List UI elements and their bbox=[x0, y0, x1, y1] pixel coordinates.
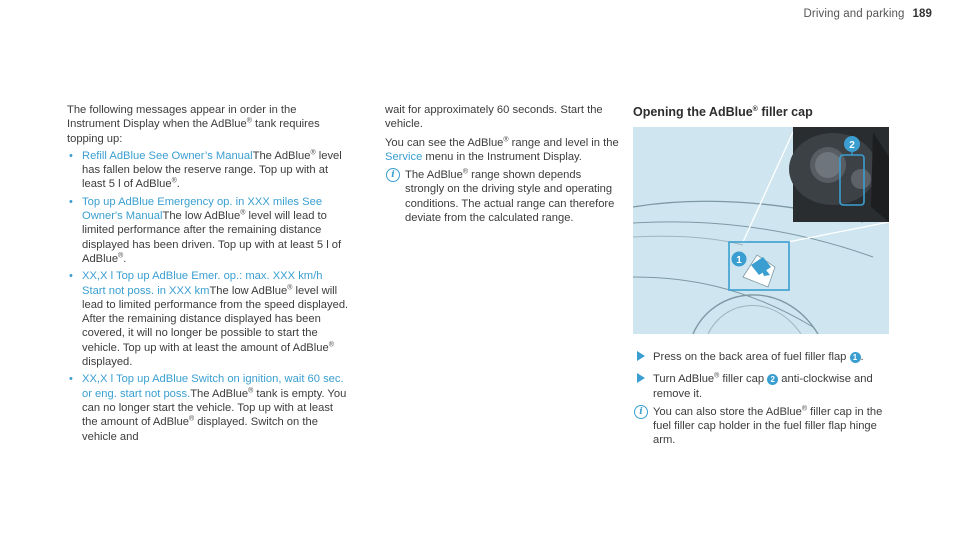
bullet-icon: • bbox=[69, 270, 73, 283]
column-left bbox=[67, 103, 349, 444]
step-arrow-icon bbox=[637, 351, 645, 361]
callout-number-1: 1 bbox=[850, 352, 861, 363]
section-heading: Opening the AdBlue® filler cap bbox=[633, 105, 813, 119]
callout-number-2: 2 bbox=[767, 374, 778, 385]
info-note: i The AdBlue® range shown depends strongly on the driving style and operating conditions. The actual range can therefore deviate from the calculated range. bbox=[385, 168, 623, 225]
display-message: Refill AdBlue See Owner’s Manual bbox=[82, 149, 253, 162]
step-1: Press on the back area of fuel filler flap 1 . bbox=[633, 350, 889, 364]
list-item: • XX,X l Top up AdBlue Switch on ignition, wait 60 sec. or eng. start not poss.The AdBlue® tank is empty. You can no longer start the vehicle. Top up with at least the amount of AdBlue® displayed. Switch on the vehicle and bbox=[69, 373, 347, 443]
bullet-icon: • bbox=[69, 149, 73, 162]
list-item: • XX,X l Top up AdBlue Emer. op.: max. XXX km/h Start not poss. in XXX kmThe low AdBlue® level will lead to limited performance from the speed displayed. After the remaining distance displayed has been covered, it will no longer be possible to start the vehicle. Top up with at least the amount of AdBlue® displayed. bbox=[69, 270, 349, 369]
page-header bbox=[804, 8, 932, 20]
column-middle bbox=[385, 103, 623, 225]
service-menu-link: Service bbox=[385, 150, 423, 163]
list-item: • Top up AdBlue Emergency op. in XXX miles See Owner's ManualThe low AdBlue® level will lead to limited performance after the remaining distance displayed has been driven. Top up with at least 5 l of AdBlue®. bbox=[69, 195, 342, 265]
list-item: • Refill AdBlue See Owner’s ManualThe AdBlue® level has fallen below the reserve range. Top up with at least 5 l of AdBlue®. bbox=[69, 149, 342, 191]
callout-1: 1 bbox=[736, 255, 742, 266]
column-right bbox=[633, 346, 889, 448]
service-paragraph: You can see the AdBlue® range and level in the Service menu in the Instrument Display. bbox=[385, 135, 619, 163]
info-note: i You can also store the AdBlue® filler cap in the fuel filler cap holder in the fuel filler flap hinge arm. bbox=[633, 405, 889, 448]
page-number: 189 bbox=[912, 8, 932, 20]
filler-cap-figure bbox=[633, 127, 889, 334]
bullet-icon: • bbox=[69, 373, 73, 386]
intro-paragraph: The following messages appear in order in the Instrument Display when the AdBlue® tank requires topping up: bbox=[67, 104, 320, 145]
callout-2: 2 bbox=[849, 140, 855, 151]
display-message: Top up AdBlue Emergency op. in XXX miles See Owner's Manual bbox=[82, 195, 323, 223]
step-arrow-icon bbox=[637, 373, 645, 383]
continued-paragraph: wait for approximately 60 seconds. Start the vehicle. bbox=[385, 104, 603, 131]
info-icon: i bbox=[634, 405, 648, 419]
section-title: Driving and parking bbox=[803, 8, 905, 20]
display-message: XX,X l Top up AdBlue Switch on ignition, wait 60 sec. or eng. start not poss. bbox=[82, 373, 344, 400]
message-list bbox=[67, 149, 349, 444]
bullet-icon: • bbox=[69, 195, 73, 208]
step-2: Turn AdBlue® filler cap 2 anti-clockwise and remove it. bbox=[633, 372, 889, 401]
info-icon: i bbox=[386, 168, 400, 182]
filler-cap-illustration bbox=[633, 127, 889, 334]
display-message: XX,X l Top up AdBlue Emer. op.: max. XXX km/h Start not poss. in XXX km bbox=[82, 270, 323, 297]
